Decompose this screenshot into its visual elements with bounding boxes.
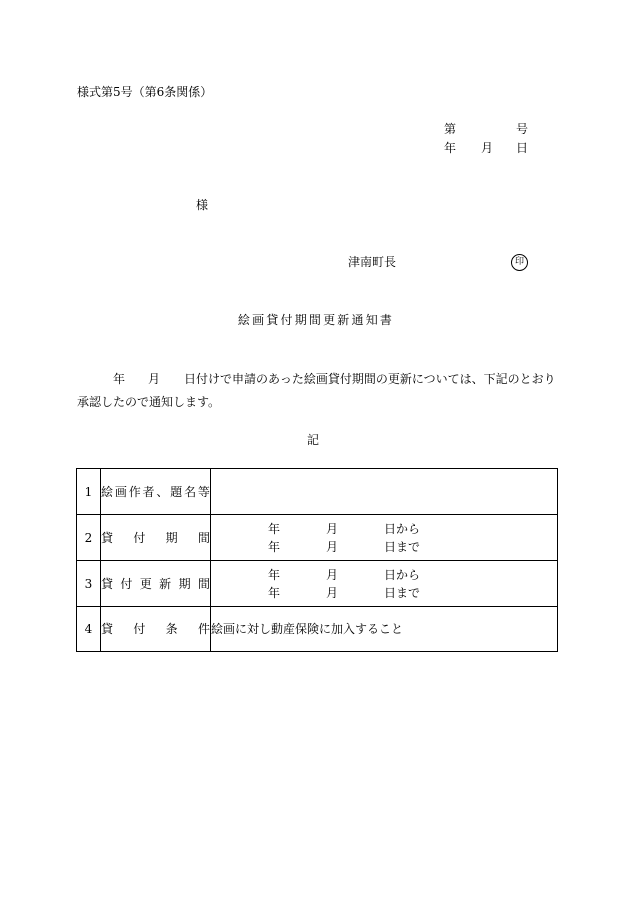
ki-heading: 記 <box>307 433 320 447</box>
table-row <box>77 607 558 652</box>
number-suffix: 号 <box>516 122 529 136</box>
label-char: 条 <box>165 622 178 636</box>
label-char: 貸 <box>101 530 114 545</box>
date-month: 月 <box>326 539 339 554</box>
body-line2: 承認したので通知します。 <box>77 395 221 409</box>
label-char: 更 <box>139 576 152 591</box>
row-label <box>101 485 210 499</box>
row-label <box>101 531 210 545</box>
number-prefix: 第 <box>444 122 457 136</box>
issuer-title: 津南町長 <box>348 255 397 269</box>
label-char: 等 <box>197 484 210 499</box>
label-char: 絵 <box>101 484 114 499</box>
label-char: 新 <box>159 576 172 591</box>
seal-stamp: 印 <box>511 254 528 271</box>
date-line <box>211 566 557 584</box>
row-number: 2 <box>77 515 101 561</box>
date-day: 日から <box>384 521 421 536</box>
date-day: 日 <box>516 141 529 155</box>
label-char: 画 <box>114 484 127 499</box>
form-number: 様式第5号（第6条関係） <box>77 85 213 99</box>
label-char: 間 <box>197 530 210 545</box>
date-year: 年 <box>268 585 281 600</box>
label-char: 貸 <box>101 576 114 591</box>
label-char: 期 <box>178 576 191 591</box>
addressee-honorific: 様 <box>196 198 209 212</box>
date-year: 年 <box>268 567 281 582</box>
row-value <box>211 515 558 561</box>
date-year: 年 <box>268 539 281 554</box>
table-row <box>77 561 558 607</box>
date-year: 年 <box>268 521 281 536</box>
table-row <box>77 515 558 561</box>
date-month: 月 <box>481 141 494 155</box>
label-char: 者 <box>142 484 155 499</box>
body-month: 月 <box>148 372 161 386</box>
date-day: 日から <box>384 567 421 582</box>
row-number: 1 <box>77 469 101 515</box>
row-value <box>211 561 558 607</box>
date-day: 日まで <box>384 539 421 554</box>
label-char: 付 <box>120 576 133 591</box>
label-char: 、 <box>156 484 169 499</box>
row-value: 絵画に対し動産保険に加入すること <box>211 607 558 652</box>
label-char: 作 <box>128 484 141 499</box>
label-char: 付 <box>133 530 146 545</box>
date-line <box>211 584 557 602</box>
row-label <box>101 622 210 636</box>
date-line <box>211 538 557 556</box>
label-char: 件 <box>197 622 210 636</box>
date-year: 年 <box>444 141 457 155</box>
label-char: 付 <box>133 622 146 636</box>
label-char: 期 <box>165 530 178 545</box>
row-number: 3 <box>77 561 101 607</box>
document-title: 絵画貸付期間更新通知書 <box>237 313 395 327</box>
date-month: 月 <box>326 567 339 582</box>
date-month: 月 <box>326 521 339 536</box>
date-month: 月 <box>326 585 339 600</box>
label-char: 間 <box>197 576 210 591</box>
label-char: 名 <box>184 484 197 499</box>
row-label <box>101 577 210 591</box>
items-table <box>76 468 558 652</box>
date-line <box>211 520 557 538</box>
body-line1: 日付けで申請のあった絵画貸付期間の更新については、下記のとおり <box>184 372 556 386</box>
date-day: 日まで <box>384 585 421 600</box>
label-char: 題 <box>170 484 183 499</box>
row-number: 4 <box>77 607 101 652</box>
row-value <box>211 469 558 515</box>
label-char: 貸 <box>101 622 114 636</box>
table-row <box>77 469 558 515</box>
body-year: 年 <box>113 372 126 386</box>
